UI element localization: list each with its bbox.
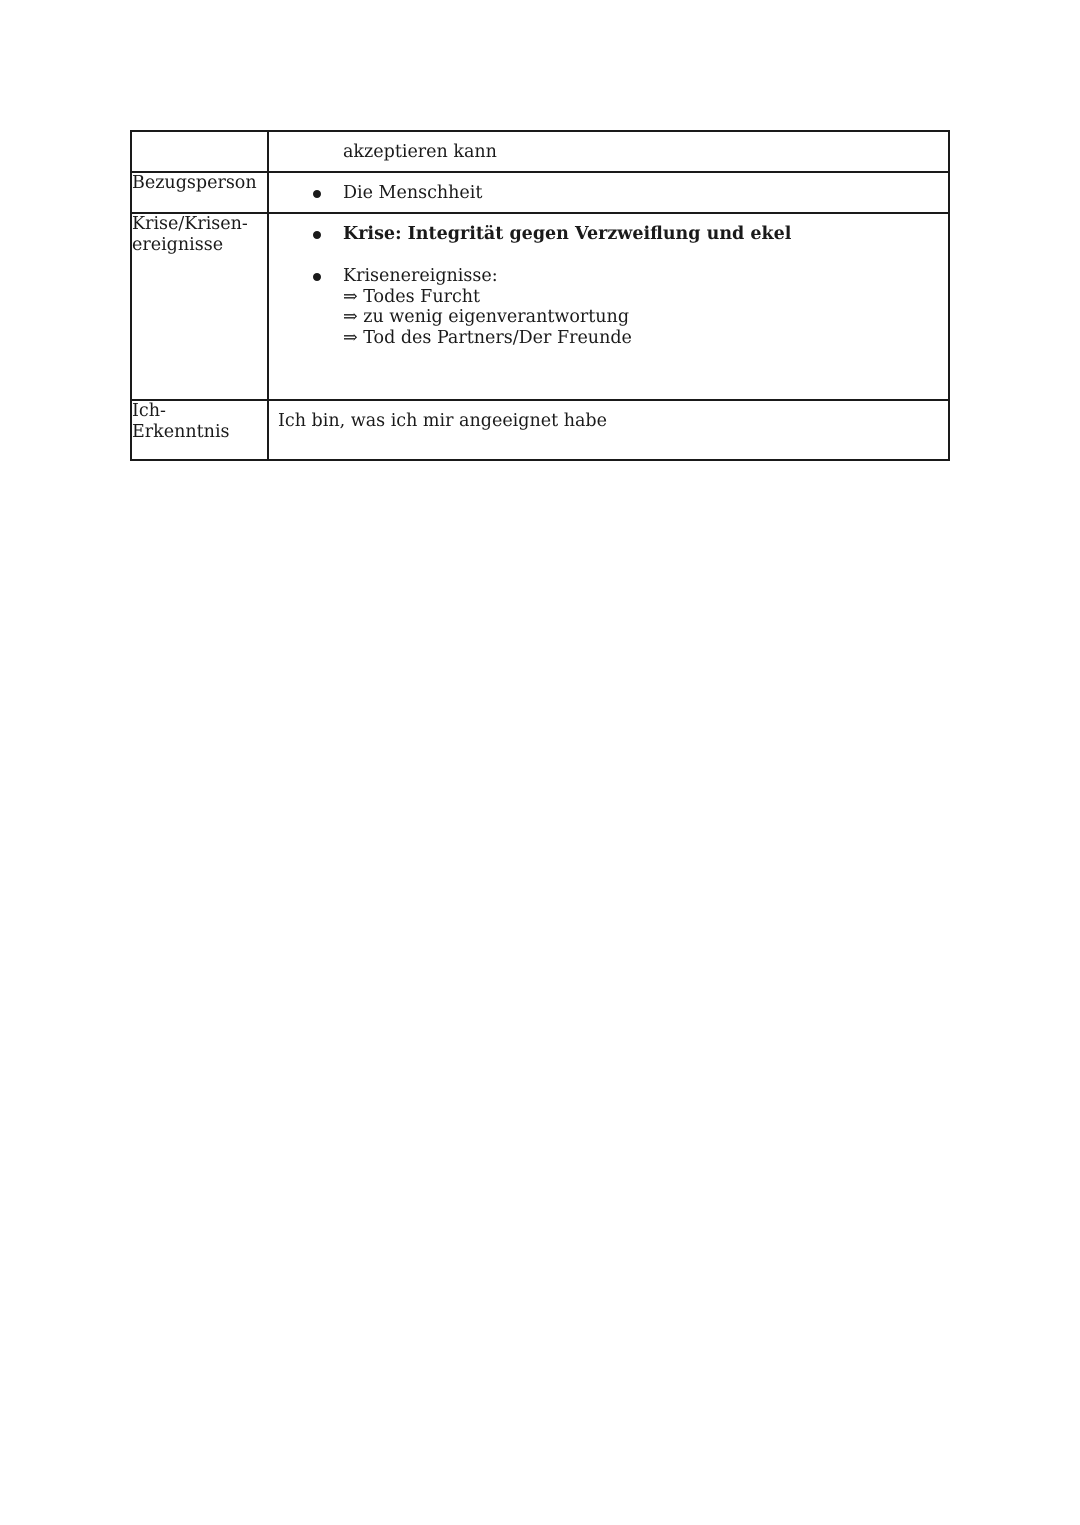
table-row-krise <box>131 213 949 400</box>
bullet-dot-icon <box>313 273 321 281</box>
bullet-dot-icon <box>313 190 321 198</box>
bullet-text: Die Menschheit <box>343 183 483 203</box>
content-cell-bezugsperson <box>268 172 949 213</box>
bullet-list-title: Krisenereignisse: <box>343 266 498 286</box>
row-label-line: Erkenntnis <box>132 421 230 442</box>
table-row-ich-erkenntnis <box>131 400 949 460</box>
label-cell-ich-erkenntnis <box>131 400 268 460</box>
label-cell-empty <box>131 131 268 172</box>
table-row-continuation <box>131 131 949 172</box>
erikson-stage-table <box>130 130 950 461</box>
table-row-bezugsperson <box>131 172 949 213</box>
row-label: Bezugsperson <box>132 173 257 193</box>
content-cell-ich-erkenntnis <box>268 400 949 460</box>
row-label-line: ereignisse <box>132 234 224 255</box>
list-item: ⇒ zu wenig eigenverantwortung <box>343 307 630 327</box>
row-label-line: Krise/Krisen- <box>132 214 248 234</box>
bullet-item <box>343 183 482 204</box>
bullet-dot-icon <box>313 231 321 239</box>
content-cell-continuation <box>268 131 949 172</box>
cell-text: Ich bin, was ich mir angeeignet habe <box>278 411 607 431</box>
bullet-item-krise <box>343 224 791 245</box>
label-cell-krise <box>131 213 268 400</box>
list-item: ⇒ Tod des Partners/Der Freunde <box>343 327 632 348</box>
continuation-text: akzeptieren kann <box>343 142 497 162</box>
content-cell-krise <box>268 213 949 400</box>
label-cell-bezugsperson <box>131 172 268 213</box>
list-item: ⇒ Todes Furcht <box>343 286 481 307</box>
bullet-text-bold: Krise: Integrität gegen Verzweiflung und ekel <box>343 224 792 244</box>
row-label-line: Ich- <box>132 401 166 421</box>
bullet-item-krisenereignisse <box>343 266 632 348</box>
